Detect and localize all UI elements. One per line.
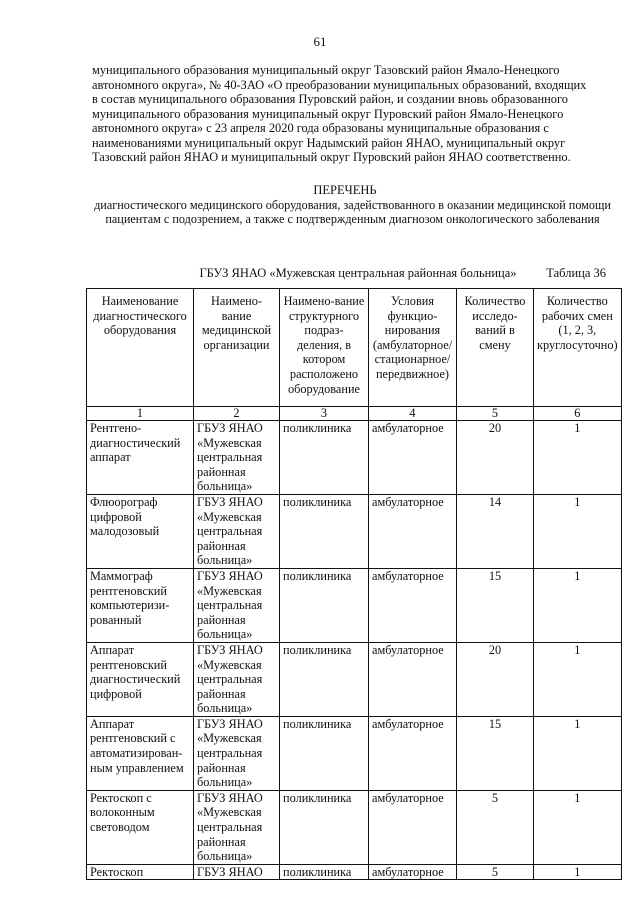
conditions-cell: амбулаторное <box>369 642 457 716</box>
organization-cell: ГБУЗ ЯНАО «Мужевская центральная районная больница» <box>194 716 280 790</box>
column-header: Условия функцио-нирования (амбулаторное/ стационарное/ передвижное) <box>369 289 457 407</box>
intro-line: муниципального образования муниципальный округ Пуровский район Ямало-Ненецкого <box>92 106 564 121</box>
equipment-table <box>86 288 622 880</box>
list-subtitle-line: пациентам с подозрением, а также с подтвержденным диагнозом онкологического заболевания <box>105 212 600 226</box>
column-number-row <box>87 407 622 421</box>
department-cell: поликлиника <box>280 421 369 495</box>
column-header: Количество исследо-ваний в смену <box>457 289 534 407</box>
page-number: 61 <box>313 34 327 49</box>
equipment-cell: Ректоскоп <box>87 864 194 880</box>
intro-paragraph <box>92 63 612 165</box>
table-row <box>87 421 622 495</box>
table-row <box>87 494 622 568</box>
intro-line: в состав муниципального образования Пуровский район, и создании вновь образованного <box>92 92 568 106</box>
table-row <box>87 864 622 880</box>
column-number: 4 <box>369 407 457 421</box>
column-header: Наимено-вание медицинской организации <box>194 289 280 407</box>
column-number: 1 <box>87 407 194 421</box>
department-cell: поликлиника <box>280 494 369 568</box>
column-number: 2 <box>194 407 280 421</box>
organization-cell: ГБУЗ ЯНАО «Мужевская центральная районная больница» <box>194 642 280 716</box>
table-row <box>87 642 622 716</box>
conditions-cell: амбулаторное <box>369 421 457 495</box>
organization-cell: ГБУЗ ЯНАО «Мужевская центральная районная больница» <box>194 494 280 568</box>
studies-cell: 14 <box>457 494 534 568</box>
list-subtitle-line: диагностического медицинского оборудования, задействованного в оказании медицинской помощи <box>94 198 611 212</box>
intro-line: муниципального образования муниципальный округ Тазовский район Ямало-Ненецкого <box>92 63 560 77</box>
column-number: 5 <box>457 407 534 421</box>
intro-line: автономного округа», № 40-ЗАО «О преобразовании муниципальных образований, входящих <box>92 77 587 92</box>
column-number: 3 <box>280 407 369 421</box>
column-header: Наимено-вание структурного подраз-деления, в котором расположено оборудование <box>280 289 369 407</box>
column-header: Наименование диагностического оборудования <box>87 289 194 407</box>
shifts-cell: 1 <box>534 568 622 642</box>
table-row <box>87 790 622 864</box>
department-cell: поликлиника <box>280 790 369 864</box>
column-header: Количество рабочих смен (1, 2, 3, круглосуточно) <box>534 289 622 407</box>
table-row <box>87 568 622 642</box>
conditions-cell: амбулаторное <box>369 568 457 642</box>
conditions-cell: амбулаторное <box>369 716 457 790</box>
column-number: 6 <box>534 407 622 421</box>
department-cell: поликлиника <box>280 864 369 880</box>
equipment-cell: Рентгено-диагностический аппарат <box>87 421 194 495</box>
shifts-cell: 1 <box>534 716 622 790</box>
equipment-cell: Флюорограф цифровой малодозовый <box>87 494 194 568</box>
organization-cell: ГБУЗ ЯНАО «Мужевская центральная районная больница» <box>194 790 280 864</box>
table-caption: ГБУЗ ЯНАО «Мужевская центральная районная больница» <box>199 266 517 280</box>
table-label: Таблица 36 <box>546 266 606 280</box>
shifts-cell: 1 <box>534 421 622 495</box>
studies-cell: 20 <box>457 642 534 716</box>
studies-cell: 20 <box>457 421 534 495</box>
shifts-cell: 1 <box>534 642 622 716</box>
department-cell: поликлиника <box>280 568 369 642</box>
studies-cell: 15 <box>457 716 534 790</box>
studies-cell: 15 <box>457 568 534 642</box>
studies-cell: 5 <box>457 864 534 880</box>
table-row <box>87 716 622 790</box>
conditions-cell: амбулаторное <box>369 494 457 568</box>
shifts-cell: 1 <box>534 864 622 880</box>
shifts-cell: 1 <box>534 790 622 864</box>
department-cell: поликлиника <box>280 716 369 790</box>
intro-line: наименованиями муниципальный округ Надымский район ЯНАО, муниципальный округ <box>92 135 566 150</box>
table-header-row <box>87 289 622 407</box>
organization-cell: ГБУЗ ЯНАО <box>194 864 280 880</box>
equipment-cell: Ректоскоп с волоконным световодом <box>87 790 194 864</box>
shifts-cell: 1 <box>534 494 622 568</box>
list-subtitle <box>90 198 615 226</box>
intro-line: Тазовский район ЯНАО и муниципальный округ Пуровский район ЯНАО соответственно. <box>92 150 571 164</box>
conditions-cell: амбулаторное <box>369 864 457 880</box>
organization-cell: ГБУЗ ЯНАО «Мужевская центральная районная больница» <box>194 421 280 495</box>
list-title: ПЕРЕЧЕНЬ <box>313 183 377 197</box>
equipment-cell: Маммограф рентгеновский компьютеризи-рованный <box>87 568 194 642</box>
department-cell: поликлиника <box>280 642 369 716</box>
equipment-cell: Аппарат рентгеновский диагностический цифровой <box>87 642 194 716</box>
intro-line: автономного округа» с 23 апреля 2020 года образованы муниципальные образования с <box>92 121 549 135</box>
studies-cell: 5 <box>457 790 534 864</box>
organization-cell: ГБУЗ ЯНАО «Мужевская центральная районная больница» <box>194 568 280 642</box>
equipment-cell: Аппарат рентгеновский с автоматизирован-ным управлением <box>87 716 194 790</box>
conditions-cell: амбулаторное <box>369 790 457 864</box>
